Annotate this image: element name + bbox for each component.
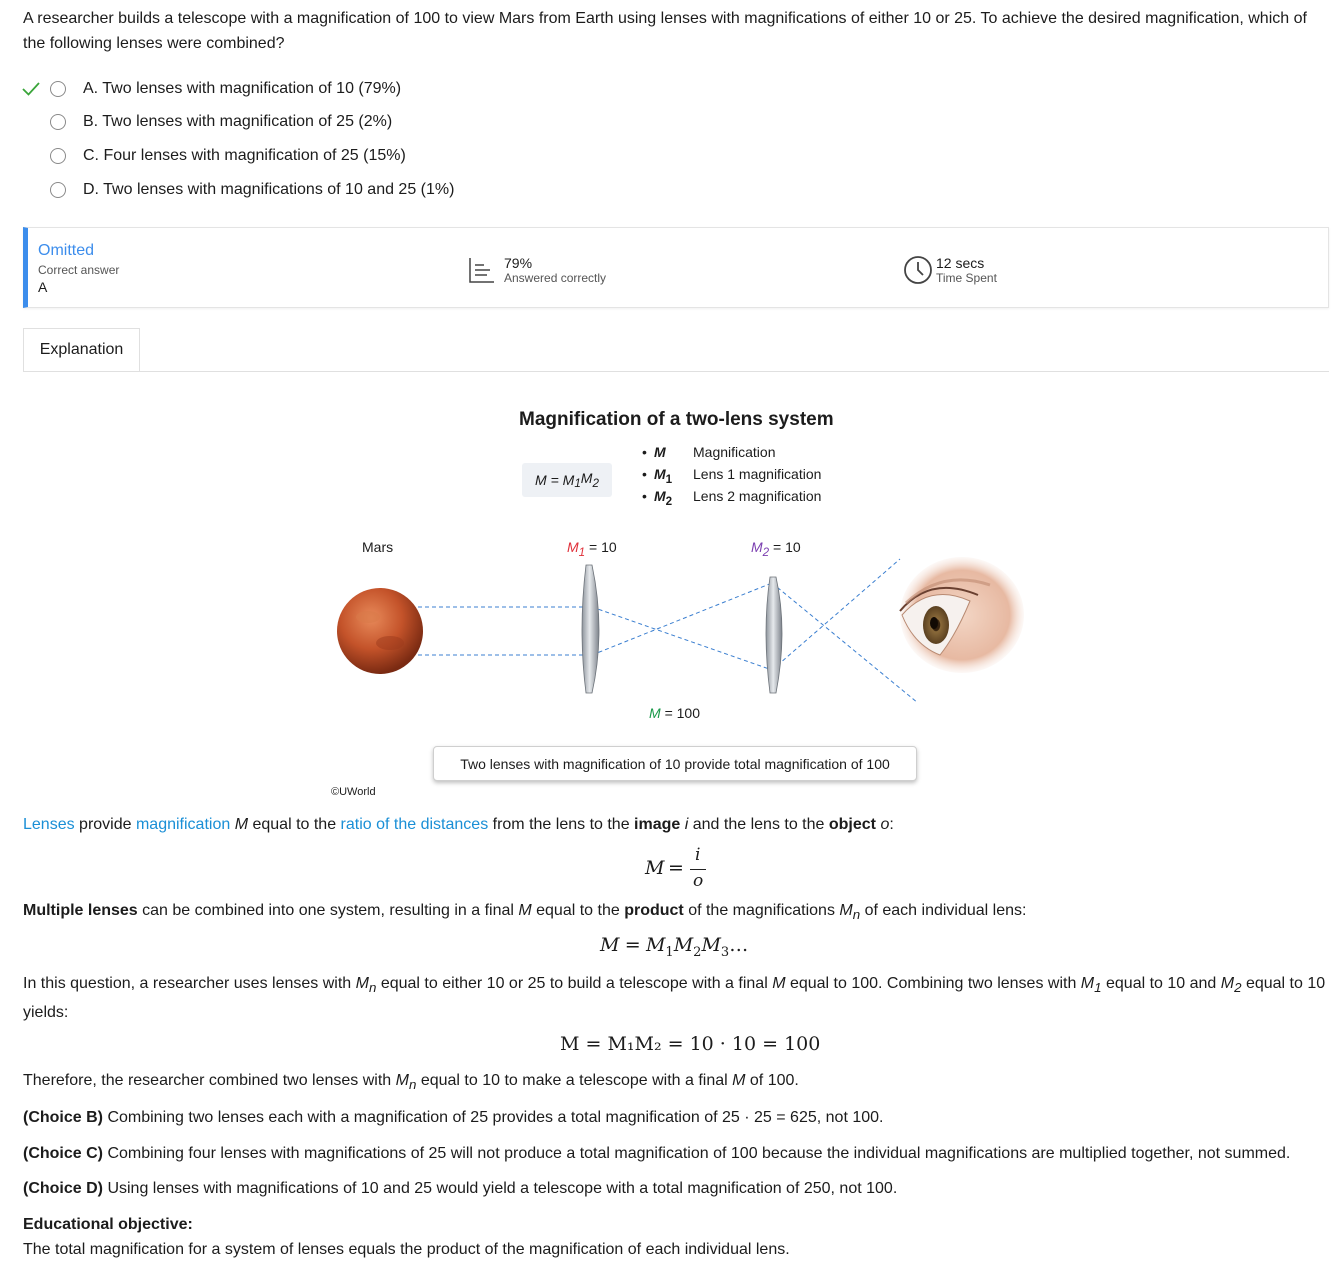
mars-label: Mars bbox=[362, 539, 394, 555]
lens2-value: = 10 bbox=[773, 539, 801, 555]
stats-panel bbox=[23, 227, 1329, 308]
legend-sym: M bbox=[654, 488, 666, 504]
objective-title: Educational objective: bbox=[23, 1216, 193, 1233]
figure-title: Magnification of a two-lens system bbox=[519, 409, 834, 430]
choice-d-label: D. Two lenses with magnifications of 10 and 25 (1%) bbox=[83, 181, 455, 198]
radio-c[interactable] bbox=[50, 148, 66, 164]
clock-icon bbox=[903, 255, 933, 285]
equation-ratio: M = i o bbox=[645, 845, 715, 893]
legend-sym: M bbox=[654, 444, 666, 460]
bold-object: object bbox=[828, 816, 876, 833]
lens2-label: $M_2 = 10$ bbox=[751, 539, 801, 559]
choice-tag: (Choice C) bbox=[23, 1145, 103, 1162]
choice-b-label: B. Two lenses with magnification of 25 (2%) bbox=[83, 113, 393, 130]
explanation-p2: Multiple lenses can be combined into one system, resulting in a final M equal to the product of the magnifications $M_n$ of each individual lens: bbox=[23, 902, 1027, 923]
bold-image: image bbox=[634, 816, 681, 833]
equation-result: M = M₁M₂ = 10 · 10 = 100 bbox=[560, 1033, 821, 1055]
tab-explanation[interactable]: Explanation bbox=[23, 328, 140, 371]
answer-choices bbox=[0, 76, 600, 206]
figure-caption: Two lenses with magnification of 10 provide total magnification of 100 bbox=[433, 746, 917, 781]
choice-d-explanation bbox=[23, 1176, 1328, 1201]
choice-a[interactable] bbox=[50, 76, 401, 102]
choice-d[interactable] bbox=[50, 177, 454, 203]
time-spent: 12 secs bbox=[936, 255, 985, 271]
formula-text: M = M bbox=[535, 472, 575, 488]
text: Combining four lenses with magnifications of 25 will not produce a total magnification of 100 because the individual magnifications are multiplied together, not summed. bbox=[103, 1145, 1291, 1162]
text: can be combined into one system, resulting in a final bbox=[137, 902, 519, 919]
legend-sub: 1 bbox=[665, 472, 673, 486]
legend-desc: Magnification bbox=[693, 444, 776, 460]
total-value: = 100 bbox=[664, 705, 700, 721]
radio-a[interactable] bbox=[50, 81, 66, 97]
correct-answer-value: A bbox=[38, 279, 48, 295]
mars-planet bbox=[337, 588, 423, 674]
legend-desc: Lens 2 magnification bbox=[693, 488, 822, 504]
legend-item: • $M_2$ Lens 2 magnification bbox=[642, 488, 821, 510]
text: of the magnifications bbox=[683, 902, 840, 919]
check-icon bbox=[22, 80, 40, 98]
objective-text: The total magnification for a system of lenses equals the product of the magnification of each individual lens. bbox=[23, 1241, 790, 1258]
text: equal to 10 and bbox=[1101, 975, 1221, 992]
percent-correct-label: Answered correctly bbox=[504, 271, 607, 285]
tab-divider bbox=[23, 371, 1329, 372]
explanation-p3: In this question, a researcher uses lenses with $M_n$ equal to either 10 or 25 to build a telescope with a final M equal to 100. Combining two lenses with $M_1$ equal to 10 and $M_2$ equal to 10 yields: bbox=[23, 975, 1326, 1022]
text: Therefore, the researcher combined two lenses with bbox=[23, 1072, 396, 1089]
radio-b[interactable] bbox=[50, 114, 66, 130]
lens1-value: = 10 bbox=[589, 539, 617, 555]
status-omitted: Omitted bbox=[38, 242, 95, 259]
choice-b[interactable] bbox=[50, 109, 392, 135]
link-lenses[interactable]: Lenses bbox=[23, 816, 75, 833]
choice-c-label: C. Four lenses with magnification of 25 (15%) bbox=[83, 147, 406, 164]
lens1-label: $M_1 = 10$ bbox=[567, 539, 617, 559]
explanation-p1: Lenses provide magnification M equal to the ratio of the distances from the lens to the image i and the lens to the object o: bbox=[23, 816, 894, 833]
legend-sym: M bbox=[654, 466, 666, 482]
lens-2 bbox=[766, 577, 782, 693]
figure-legend bbox=[642, 444, 821, 510]
link-ratio[interactable]: ratio of the distances bbox=[340, 816, 489, 833]
text: and the lens to the bbox=[688, 816, 829, 833]
bold-multiple-lenses: Multiple lenses bbox=[23, 902, 138, 919]
text: equal to 10 yields: bbox=[23, 975, 1326, 1022]
text: of 100. bbox=[745, 1072, 799, 1089]
choice-b-explanation bbox=[23, 1105, 1328, 1130]
question-text: A researcher builds a telescope with a magnification of 100 to view Mars from Earth using lenses with magnifications of either 10 or 25. To achieve the desired magnification, which of the following lenses were combined? bbox=[23, 10, 1307, 52]
legend-item: • $M_1$ Lens 1 magnification bbox=[642, 466, 821, 488]
text: from the lens to the bbox=[488, 816, 635, 833]
bar-chart-icon bbox=[468, 256, 496, 284]
choice-c[interactable] bbox=[50, 143, 406, 169]
choice-tag: (Choice D) bbox=[23, 1180, 103, 1197]
legend-sub: 2 bbox=[665, 494, 673, 508]
symbol-m: M bbox=[234, 816, 249, 833]
text: equal to 100. Combining two lenses with bbox=[785, 975, 1081, 992]
text: provide bbox=[74, 816, 136, 833]
choice-tag: (Choice B) bbox=[23, 1109, 103, 1126]
formula-box bbox=[522, 463, 612, 497]
text: Using lenses with magnifications of 10 and 25 would yield a telescope with a total magnification of 250, not 100. bbox=[103, 1180, 898, 1197]
telescope-diagram bbox=[330, 555, 1030, 715]
choice-a-label: A. Two lenses with magnification of 10 (79%) bbox=[83, 80, 402, 97]
lens-1 bbox=[582, 565, 599, 693]
text: equal to the bbox=[531, 902, 625, 919]
copyright: ©UWorld bbox=[331, 786, 376, 798]
formula-m1: $_1M_2$ bbox=[574, 470, 599, 490]
choice-c-explanation bbox=[23, 1141, 1328, 1166]
explanation-p4: Therefore, the researcher combined two lenses with $M_n$ equal to 10 to make a telescope with a final M of 100. bbox=[23, 1072, 799, 1093]
text: of each individual lens: bbox=[860, 902, 1027, 919]
text: equal to the bbox=[248, 816, 341, 833]
correct-answer-label: Correct answer bbox=[38, 263, 120, 277]
text: equal to 10 to make a telescope with a final bbox=[416, 1072, 733, 1089]
radio-d[interactable] bbox=[50, 182, 66, 198]
percent-correct: 79% bbox=[504, 255, 533, 271]
light-rays bbox=[418, 559, 918, 703]
text: In this question, a researcher uses lenses with bbox=[23, 975, 356, 992]
equation-product: $M = M_1M_2M_3\dots$ bbox=[600, 934, 749, 960]
text: Combining two lenses each with a magnification of 25 provides a total magnification of 25 · 25 = 625, not 100. bbox=[103, 1109, 884, 1126]
legend-desc: Lens 1 magnification bbox=[693, 466, 822, 482]
time-spent-label: Time Spent bbox=[936, 271, 997, 285]
link-magnification[interactable]: magnification bbox=[135, 816, 231, 833]
bold-product: product bbox=[624, 902, 684, 919]
text: equal to either 10 or 25 to build a telescope with a final bbox=[376, 975, 773, 992]
legend-item: • M Magnification bbox=[642, 444, 821, 466]
eye-illustration bbox=[900, 557, 1024, 673]
total-label: M = 100 bbox=[649, 705, 700, 721]
